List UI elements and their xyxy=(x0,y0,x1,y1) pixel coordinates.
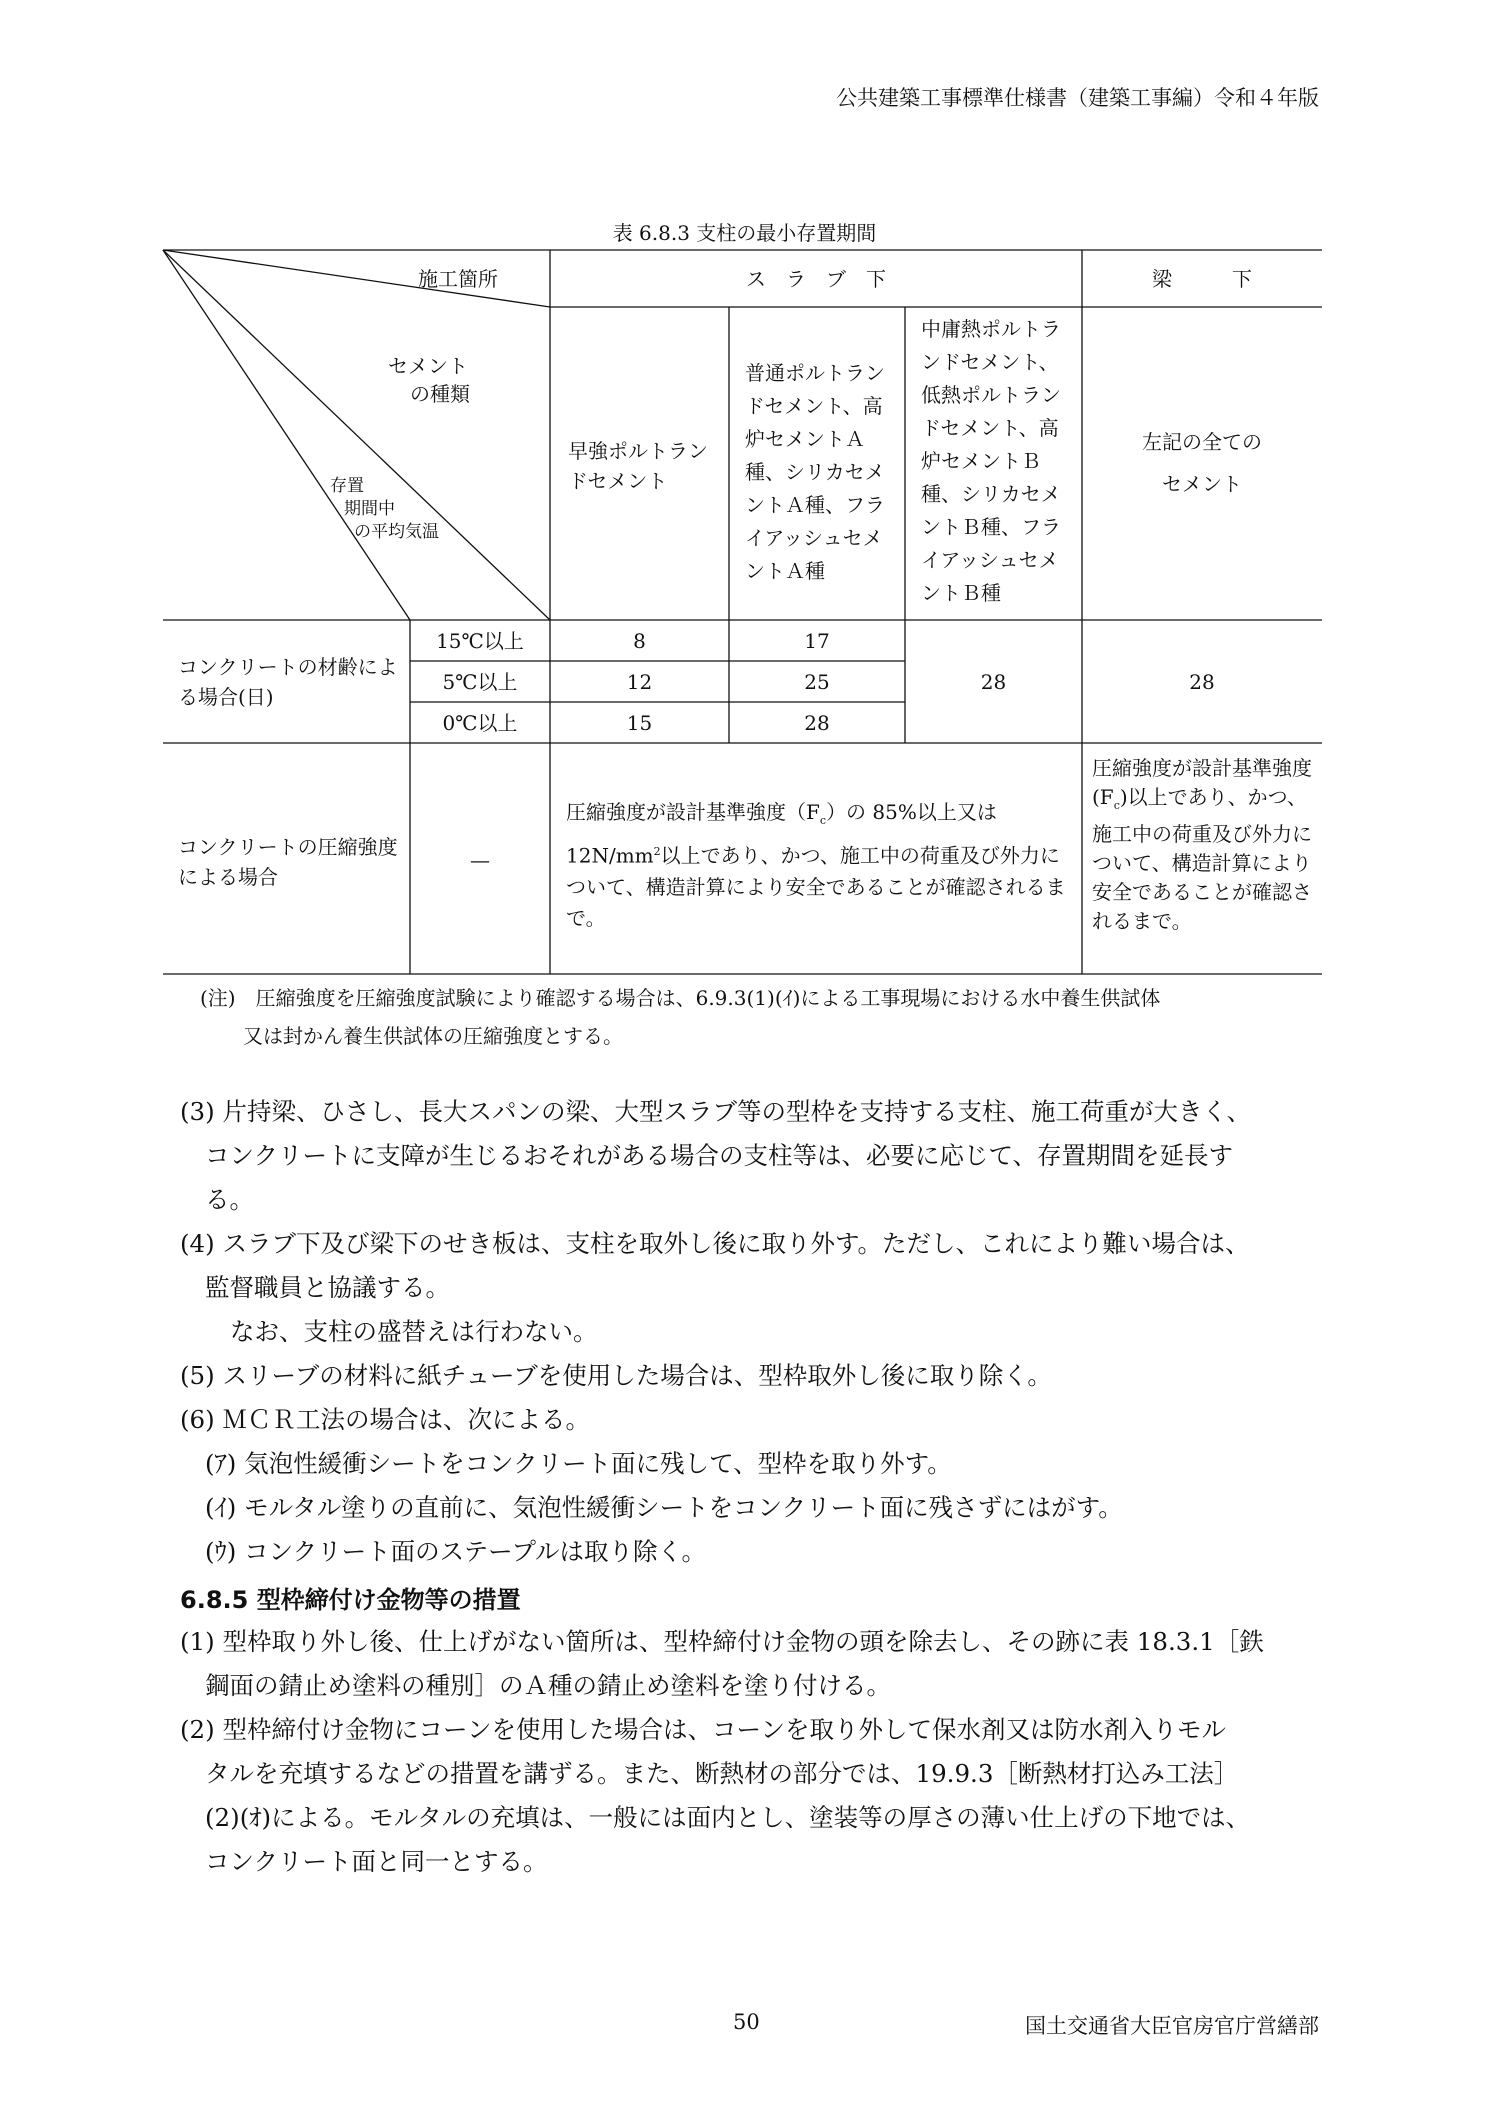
paragraph-6-item-u: (ｳ) コンクリート面のステープルは取り除く。 xyxy=(205,1537,706,1566)
corner-label-temp-1: 存置 xyxy=(330,476,364,496)
paragraph-6-item-i: (ｲ) モルタル塗りの直前に、気泡性緩衝シートをコンクリート面に残さずにはがす。 xyxy=(205,1493,1123,1522)
page-number: 50 xyxy=(733,2010,760,2034)
corner-label-cement-1: セメント xyxy=(388,354,468,378)
table-note-line2: 又は封かん養生供試体の圧縮強度とする。 xyxy=(243,1024,623,1048)
cement-type-4-line2: セメント xyxy=(1162,472,1242,496)
paragraph-4: (4) スラブ下及び梁下のせき板は、支柱を取外し後に取り外す。ただし、これにより難い場合は、 xyxy=(180,1229,1250,1258)
value-c2-5: 25 xyxy=(804,670,830,694)
section-item-2-cont3: コンクリート面と同一とする。 xyxy=(205,1847,548,1876)
strength-beam-text: 圧縮強度が設計基準強度$(F_c)$以上であり、かつ、施工中の荷重及び外力について、構造計算により安全であることが確認されるまで。 xyxy=(1092,756,1312,933)
corner-label-location: 施工箇所 xyxy=(418,267,498,291)
paragraph-3-cont1: コンクリートに支障が生じるおそれがある場合の支柱等は、必要に応じて、存置期間を延長す xyxy=(205,1141,1234,1170)
value-c4: 28 xyxy=(1189,670,1215,694)
value-c2-0: 28 xyxy=(804,711,830,735)
value-c3: 28 xyxy=(980,670,1007,694)
paragraph-4-cont2: なお、支柱の盛替えは行わない。 xyxy=(230,1317,598,1346)
strength-slab-text: 圧縮強度が設計基準強度$(F_c)$の 85%以上又は$12N/mm^2$以上であり、かつ、施工中の荷重及び外力について、構造計算により安全であることが確認されるまで。 xyxy=(566,800,1066,930)
cement-type-2: 普通ポルトランドセメント、高炉セメントＡ種、シリカセメントＡ種、フライアッシュセメントＡ種 xyxy=(745,361,885,583)
temp-15: 15℃以上 xyxy=(436,629,524,653)
value-c1-15: 8 xyxy=(633,629,646,653)
cement-type-3: 中庸熱ポルトランドセメント、低熱ポルトランドセメント、高炉セメントＢ種、シリカセメントＢ種、フライアッシュセメントＢ種 xyxy=(921,317,1061,605)
corner-label-temp-3: の平均気温 xyxy=(354,522,439,542)
document-header: 公共建築工事標準仕様書（建築工事編）令和４年版 xyxy=(836,86,1319,110)
paragraph-5: (5) スリーブの材料に紙チューブを使用した場合は、型枠取外し後に取り除く。 xyxy=(180,1361,1052,1390)
value-c1-0: 15 xyxy=(626,711,653,735)
header-slab: ス ラ ブ 下 xyxy=(746,267,886,291)
section-item-2-cont2: (2)(ｵ)による。モルタルの充填は、一般には面内とし、塗装等の厚さの薄い仕上げの下地では、 xyxy=(205,1803,1251,1832)
paragraph-3-cont2: る。 xyxy=(205,1185,254,1214)
value-c1-5: 12 xyxy=(626,670,653,694)
paragraph-4-cont1: 監督職員と協議する。 xyxy=(205,1273,450,1302)
cement-type-4-line1: 左記の全ての xyxy=(1142,430,1262,454)
paragraph-6: (6) ＭＣＲ工法の場合は、次による。 xyxy=(180,1405,590,1434)
paragraph-6-item-a: (ｱ) 気泡性緩衝シートをコンクリート面に残して、型枠を取り外す。 xyxy=(205,1449,952,1478)
header-beam: 梁 下 xyxy=(1152,267,1252,291)
section-heading: 6.8.5 型枠締付け金物等の措置 xyxy=(180,1586,521,1614)
corner-label-temp-2: 期間中 xyxy=(344,499,395,519)
temp-0: 0℃以上 xyxy=(442,711,518,735)
corner-label-cement-2: の種類 xyxy=(410,382,470,406)
section-item-1: (1) 型枠取り外し後、仕上げがない箇所は、型枠締付け金物の頭を除去し、その跡に表 18.3.1［鉄 xyxy=(180,1627,1264,1656)
footer-organization: 国土交通省大臣官房官庁営繕部 xyxy=(1025,2014,1319,2038)
cement-type-1: 早強ポルトランドセメント xyxy=(568,439,708,493)
row-label-strength: コンクリートの圧縮強度による場合 xyxy=(178,835,398,889)
section-item-2: (2) 型枠締付け金物にコーンを使用した場合は、コーンを取り外して保水剤又は防水剤入りモル xyxy=(180,1715,1227,1744)
section-item-1-cont: 鋼面の錆止め塗料の種別］のＡ種の錆止め塗料を塗り付ける。 xyxy=(205,1671,891,1700)
strength-dash: — xyxy=(470,848,490,872)
table-caption: 表 6.8.3 支柱の最小存置期間 xyxy=(612,221,877,245)
section-item-2-cont1: タルを充填するなどの措置を講ずる。また、断熱材の部分では、19.9.3［断熱材打込み工法］ xyxy=(205,1759,1239,1788)
temp-5: 5℃以上 xyxy=(442,670,518,694)
table-note-line1: (注) 圧縮強度を圧縮強度試験により確認する場合は、6.9.3(1)(ｲ)による工事現場における水中養生供試体 xyxy=(200,986,1161,1010)
value-c2-15: 17 xyxy=(804,629,830,653)
paragraph-3: (3) 片持梁、ひさし、長大スパンの梁、大型スラブ等の型枠を支持する支柱、施工荷重が大きく、 xyxy=(180,1097,1251,1126)
row-label-age: コンクリートの材齢による場合(日) xyxy=(178,655,398,709)
